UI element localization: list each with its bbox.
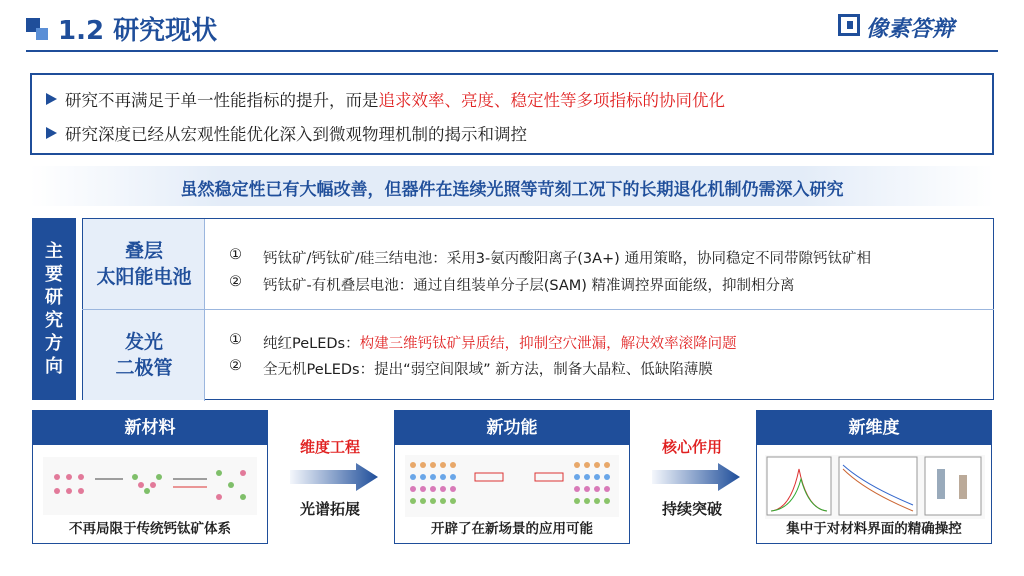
title-decoration-accent: [36, 28, 48, 40]
panel-caption: 开辟了在新场景的应用可能: [431, 521, 593, 537]
directions-label-char: 方: [45, 333, 63, 354]
panel-title: 新材料: [33, 411, 267, 445]
item-number: ①: [229, 332, 242, 348]
material-lattice-figure: [43, 457, 257, 515]
panel-title: 新功能: [395, 411, 629, 445]
summary-line-1-highlight: 追求效率、亮度、稳定性等多项指标的协同优化: [378, 91, 725, 110]
header-divider: [26, 50, 998, 52]
arrow-label-top: 维度工程: [299, 438, 360, 456]
item-number: ②: [229, 274, 242, 290]
arrow-label-top: 核心作用: [661, 438, 722, 456]
item-number: ①: [229, 247, 242, 263]
summary-box: [30, 73, 994, 155]
direction-head-line: 叠层: [124, 240, 163, 262]
bullet-triangle-icon: [46, 127, 57, 139]
interface-results-figure: [765, 455, 985, 519]
panel-new-function: [394, 410, 630, 544]
summary-line-1-text: 研究不再满足于单一性能指标的提升，而是: [65, 91, 379, 110]
key-challenge-banner: [30, 166, 994, 206]
bullet-triangle-icon: [46, 93, 57, 105]
directions-label: [32, 218, 76, 400]
item-number: ②: [229, 358, 242, 374]
directions-label-char: 向: [45, 356, 63, 377]
item-text: 钙钛矿-有机叠层电池：通过自组装单分子层(SAM) 精准调控界面能级，抑制相分离: [263, 278, 795, 294]
direction-item: [229, 358, 713, 379]
direction-item: [229, 247, 871, 268]
direction-item: [229, 274, 795, 295]
summary-line-2: [46, 121, 527, 145]
direction-head-line: 二极管: [115, 357, 173, 379]
item-text: 钙钛矿/钙钛矿/硅三结电池：采用3-氨丙酸阳离子(3A+) 通用策略，协同稳定不同带隙钙钛矿相: [263, 251, 871, 267]
function-structure-figure: [405, 455, 619, 517]
arrow-right-icon: [652, 463, 740, 491]
arrow-label-bottom: 持续突破: [661, 500, 722, 518]
panel-new-material: [32, 410, 268, 544]
directions-label-char: 主: [45, 241, 63, 262]
panel-caption: 不再局限于传统钙钛矿体系: [69, 521, 231, 537]
banner-text: 虽然稳定性已有大幅改善，但器件在连续光照等苛刻工况下的长期退化机制仍需深入研究: [180, 180, 844, 200]
direction-head-tandem-solar: [83, 219, 205, 309]
panel-title: 新维度: [757, 411, 991, 445]
direction-vertical-divider: [204, 219, 205, 401]
direction-head-line: 发光: [124, 331, 163, 353]
arrow-right-icon: [290, 463, 378, 491]
direction-head-line: 太阳能电池: [96, 266, 192, 288]
summary-line-2-text: 研究深度已经从宏观性能优化深入到微观物理机制的揭示和调控: [65, 125, 527, 144]
page-title: 1.2 研究现状: [58, 16, 218, 46]
summary-line-1: [46, 87, 725, 111]
directions-label-char: 研: [45, 287, 63, 308]
brand-name: 像素答辩: [866, 17, 955, 42]
arrow-label-bottom: 光谱拓展: [299, 500, 360, 518]
item-text: 全无机PeLEDs：提出“弱空间限域” 新方法，制备大晶粒、低缺陷薄膜: [263, 362, 713, 378]
directions-label-char: 究: [45, 310, 63, 331]
brand-logo-icon: [838, 14, 860, 36]
item-text: 纯红PeLEDs：: [263, 336, 360, 352]
panel-caption: 集中于对材料界面的精确操控: [786, 521, 962, 537]
direction-item: [229, 332, 737, 353]
item-highlight: 构建三维钙钛矿异质结，抑制空穴泄漏，解决效率滚降问题: [359, 336, 737, 352]
panel-new-dimension: [756, 410, 992, 544]
directions-label-char: 要: [45, 264, 63, 285]
direction-head-led: [83, 310, 205, 400]
direction-row-divider: [82, 309, 994, 310]
